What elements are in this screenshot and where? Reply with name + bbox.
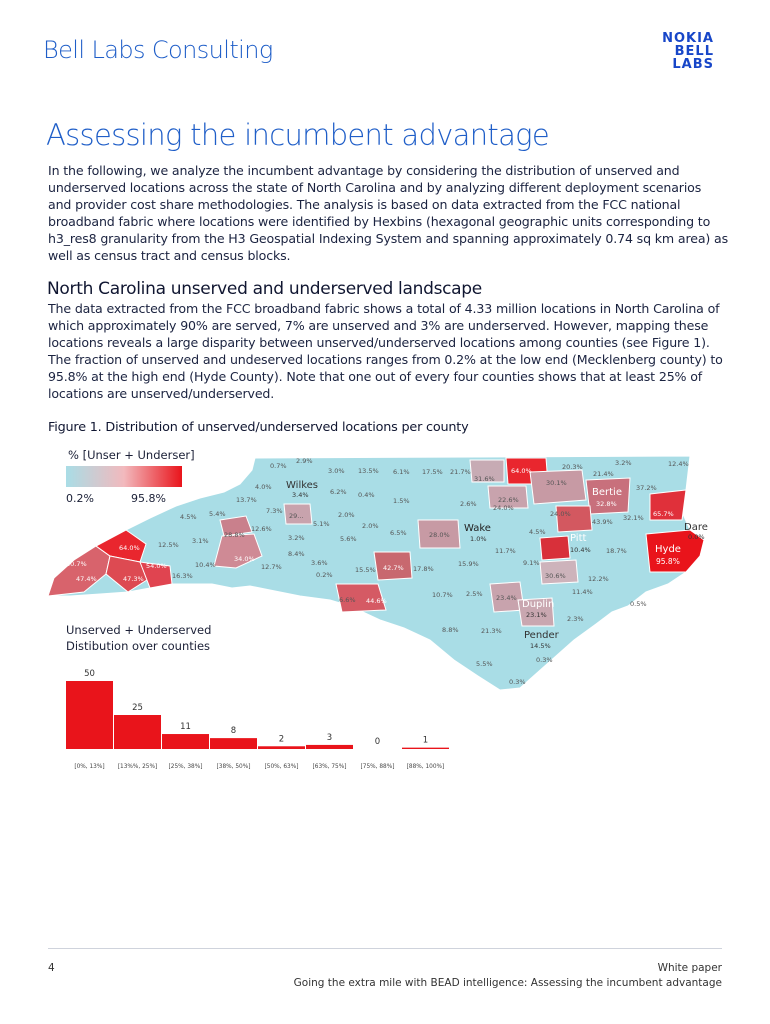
map-value: 2.5%: [466, 590, 483, 598]
county-name-pitt: Pitt: [570, 533, 587, 544]
map-value: 22.6%: [498, 496, 519, 504]
map-value: 9.1%: [523, 559, 540, 567]
map-value: 16.3%: [172, 572, 193, 580]
histogram-category-label: [38%, 50%]: [216, 764, 251, 770]
map-value: 0.4%: [358, 491, 375, 499]
map-value: 5.1%: [313, 520, 330, 528]
county-value-dare: 0.0%: [688, 533, 705, 541]
map-value: 15.5%: [355, 566, 376, 574]
map-value: 5.4%: [209, 510, 226, 518]
map-value: 8.8%: [442, 626, 459, 634]
histogram-value-label: 50: [84, 669, 95, 679]
county-name-dare: Dare: [684, 522, 708, 533]
map-value: 3.2%: [615, 459, 632, 467]
county-value-hyde: 95.8%: [656, 557, 680, 566]
map-value: 11.7%: [495, 547, 516, 555]
map-value: 24.0%: [493, 504, 514, 512]
map-value: 17.8%: [413, 565, 434, 573]
map-value: 28.0%: [429, 531, 450, 539]
map-value: 23.4%: [496, 594, 517, 602]
histogram-category-label: [0%, 13%]: [74, 764, 105, 770]
map-value: 15.9%: [458, 560, 479, 568]
map-value: 32.1%: [623, 514, 644, 522]
map-value: 8.4%: [288, 550, 305, 558]
map-value: 28.8%: [224, 531, 245, 539]
logo-line-1: NOKIA: [662, 31, 714, 46]
map-value: 64.0%: [119, 544, 140, 552]
map-value: 0.7%: [270, 462, 287, 470]
logo-line-2: BELL: [674, 44, 714, 59]
map-value: 3.1%: [192, 537, 209, 545]
map-value: 60.7%: [66, 560, 87, 568]
map-value: 7.3%: [266, 507, 283, 515]
histogram-value-label: 0: [374, 737, 381, 747]
map-value: 18.7%: [606, 547, 627, 555]
county-name-wake: Wake: [464, 523, 491, 534]
county-value-wilkes: 3.4%: [292, 491, 309, 499]
histogram-bar: [66, 681, 113, 749]
map-value: 37.2%: [636, 484, 657, 492]
map-value: 10.4%: [195, 561, 216, 569]
histogram-value-label: 1: [422, 735, 429, 746]
histogram-bar: [258, 746, 305, 749]
map-value: 10.7%: [432, 591, 453, 599]
map-value: 0.2%: [316, 571, 333, 579]
map-value: 13.5%: [358, 467, 379, 475]
map-value: 42.7%: [383, 564, 404, 572]
footer-divider: [48, 948, 722, 949]
map-value: 20.3%: [562, 463, 583, 471]
map-value: 2.0%: [362, 522, 379, 530]
county-value-duplin: 23.1%: [526, 611, 547, 619]
map-value: 30.1%: [546, 479, 567, 487]
map-value: 44.6%: [366, 597, 387, 605]
map-value: 29...: [289, 512, 304, 520]
map-value: 12.7%: [261, 563, 282, 571]
histogram-bar: [210, 738, 257, 749]
map-value: 6.1%: [393, 468, 410, 476]
map-value: 24.0%: [550, 510, 571, 518]
map-value: 11.4%: [572, 588, 593, 596]
map-value: 0.3%: [536, 656, 553, 664]
brand-title: Bell Labs Consulting: [43, 36, 273, 64]
histogram-chart: [60, 660, 460, 780]
map-value: 4.5%: [180, 513, 197, 521]
county-value-wake: 1.0%: [470, 535, 487, 543]
body-paragraph: The data extracted from the FCC broadband fabric shows a total of 4.33 million locations in North Carolina of which approximately 90% are served, 7% are unserved and 3% are underserved. However, mapping these locations reveals a large disparity between unserved/underserved locations among counties (see Figure 1). The fraction of unserved and undeserved locations ranges from 0.2% at the low end (Mecklenberg county) to 95.8% at the high end (Hyde County). Note that one out of every four counties shows that at least 25% of locations are unserved/underserved.: [48, 301, 723, 401]
histogram-bar: [306, 745, 353, 749]
map-value: 34.0%: [234, 555, 255, 563]
county-name-duplin: Duplin: [522, 599, 555, 610]
footer-doc-type: White paper: [657, 962, 722, 974]
map-value: 4.5%: [529, 528, 546, 536]
county-shape: [540, 536, 570, 560]
map-value: 0.3%: [509, 678, 526, 686]
county-name-bertie: Bertie: [592, 487, 622, 498]
map-value: 64.0%: [511, 467, 532, 475]
county-value-pender: 14.5%: [530, 642, 551, 650]
county-name-pender: Pender: [524, 630, 559, 641]
footer-doc-title: Going the extra mile with BEAD intelligence: Assessing the incumbent advantage: [293, 977, 722, 989]
subheading: North Carolina unserved and underserved landscape: [47, 279, 482, 299]
histogram-bar: [162, 734, 209, 749]
map-value: 2.0%: [338, 511, 355, 519]
map-value: 17.5%: [422, 468, 443, 476]
map-value: 1.5%: [393, 497, 410, 505]
map-value: 43.9%: [592, 518, 613, 526]
map-value: 2.9%: [296, 457, 313, 465]
section-title: Assessing the incumbent advantage: [46, 118, 549, 152]
histogram-value-label: 25: [132, 703, 143, 713]
histogram-category-label: [63%, 75%]: [312, 764, 347, 770]
map-value: 3.0%: [328, 467, 345, 475]
histogram-value-label: 8: [230, 726, 237, 737]
map-legend-gradient: [66, 466, 182, 487]
map-value: 6.6%: [339, 596, 356, 604]
map-value: 6.5%: [390, 529, 407, 537]
map-value: 47.4%: [76, 575, 97, 583]
histogram-category-label: [25%, 38%]: [168, 764, 203, 770]
county-value-pitt: 10.4%: [570, 546, 591, 554]
map-value: 4.0%: [255, 483, 272, 491]
histogram-value-label: 11: [180, 722, 191, 733]
histogram-category-label: [88%, 100%]: [406, 764, 445, 770]
map-value: 21.4%: [593, 470, 614, 478]
page-number: 4: [48, 962, 55, 974]
map-value: 65.7%: [653, 510, 674, 518]
map-value: 21.7%: [450, 468, 471, 476]
map-value: 2.6%: [460, 500, 477, 508]
map-value: 3.6%: [311, 559, 328, 567]
map-value: 3.2%: [288, 534, 305, 542]
map-legend-min: 0.2%: [66, 492, 94, 505]
map-value: 30.6%: [545, 572, 566, 580]
histogram-value-label: 2: [278, 734, 285, 745]
histogram-category-label: [50%, 63%]: [264, 764, 299, 770]
histogram-title: Unserved + Underserved Distibution over counties: [66, 623, 212, 653]
map-value: 12.4%: [668, 460, 689, 468]
map-legend-max: 95.8%: [131, 492, 166, 505]
county-shape: [530, 470, 586, 504]
figure-caption: Figure 1. Distribution of unserved/underserved locations per county: [48, 420, 469, 435]
histogram-category-label: [75%, 88%]: [360, 764, 395, 770]
map-value: 31.6%: [474, 475, 495, 483]
map-value: 5.6%: [340, 535, 357, 543]
logo-line-3: LABS: [672, 57, 714, 72]
map-value: 13.7%: [236, 496, 257, 504]
map-value: 12.2%: [588, 575, 609, 583]
map-value: 6.2%: [330, 488, 347, 496]
county-name-hyde: Hyde: [655, 544, 681, 555]
nokia-bell-labs-logo: [636, 32, 714, 76]
map-legend-title: % [Unser + Underser]: [68, 448, 195, 462]
histogram-bar: [114, 715, 161, 749]
map-value: 5.5%: [476, 660, 493, 668]
map-value: 0.5%: [630, 600, 647, 608]
county-value-bertie: 32.8%: [596, 500, 617, 508]
map-value: 21.3%: [481, 627, 502, 635]
county-name-wilkes: Wilkes: [286, 480, 319, 491]
histogram-category-label: [13%%, 25%]: [117, 764, 158, 770]
map-value: 47.3%: [123, 575, 144, 583]
map-value: 12.6%: [251, 525, 272, 533]
map-value: 12.5%: [158, 541, 179, 549]
map-value: 54.0%: [146, 562, 167, 570]
histogram-value-label: 3: [326, 732, 333, 743]
histogram-bar: [402, 748, 449, 749]
map-value: 2.3%: [567, 615, 584, 623]
intro-paragraph: In the following, we analyze the incumbent advantage by considering the distribution of unserved and underserved locations across the state of North Carolina and by analyzing different deployment scenarios and provider cost share methodologies. The analysis is based on data extracted from the FCC national broadband fabric where locations were identified by Hexbins (hexagonal geographic units corresponding to h3_res8 granularity from the H3 Geospatial Indexing System and spanning approximately 0.74 sq km area) as well as census tract and census blocks.: [48, 163, 728, 263]
